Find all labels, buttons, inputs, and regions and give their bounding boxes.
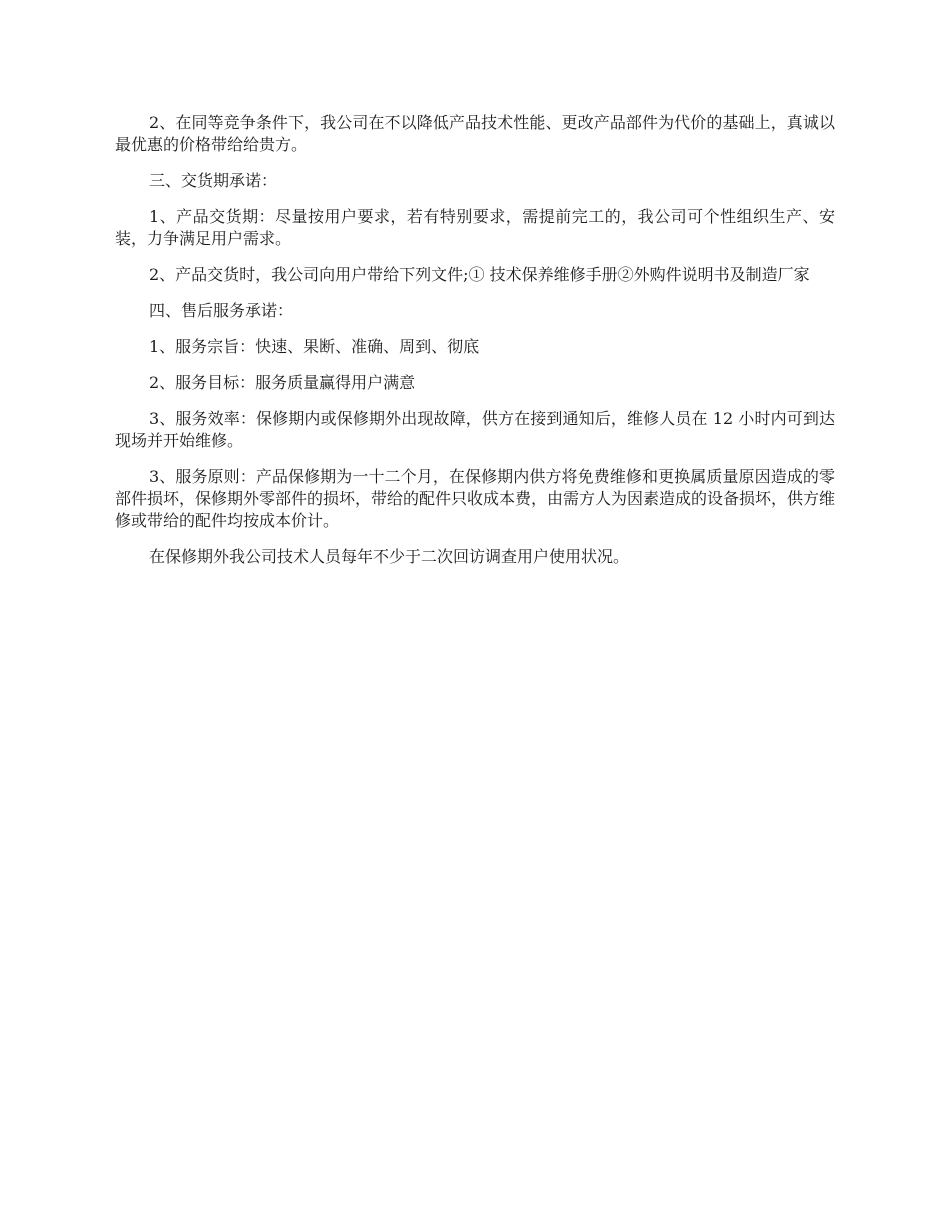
paragraph-service-goal: 2、服务目标：服务质量赢得用户满意: [149, 373, 416, 392]
document-body: [115, 112, 835, 582]
paragraph-service-purpose: 1、服务宗旨：快速、果断、准确、周到、彻底: [149, 337, 480, 356]
heading-after-sales-commitment: 四、售后服务承诺：: [149, 301, 294, 320]
paragraph-price-commitment: 2、在同等竞争条件下，我公司在不以降低产品技术性能、更改产品部件为代价的基础上，真诚以最优惠的价格带给给贵方。: [115, 113, 835, 154]
paragraph-delivery-period: 1、产品交货期：尽量按用户要求，若有特别要求，需提前完工的，我公司可个性组织生产、安装，力争满足用户需求。: [115, 207, 835, 248]
heading-delivery-commitment: 三、交货期承诺：: [149, 171, 278, 190]
paragraph-follow-up-visits: 在保修期外我公司技术人员每年不少于二次回访调查用户使用状况。: [149, 547, 630, 566]
paragraph-service-efficiency: 3、服务效率：保修期内或保修期外出现故障，供方在接到通知后，维修人员在 12 小时内可到达现场并开始维修。: [115, 409, 835, 450]
paragraph-service-principle: 3、服务原则：产品保修期为一十二个月，在保修期内供方将免费维修和更换属质量原因造成的零部件损坏，保修期外零部件的损坏，带给的配件只收成本费，由需方人为因素造成的设备损坏，供方维修或带给的配件均按成本价计。: [115, 467, 836, 530]
paragraph-delivery-documents: 2、产品交货时，我公司向用户带给下列文件;① 技术保养维修手册②外购件说明书及制造厂家: [149, 265, 810, 284]
